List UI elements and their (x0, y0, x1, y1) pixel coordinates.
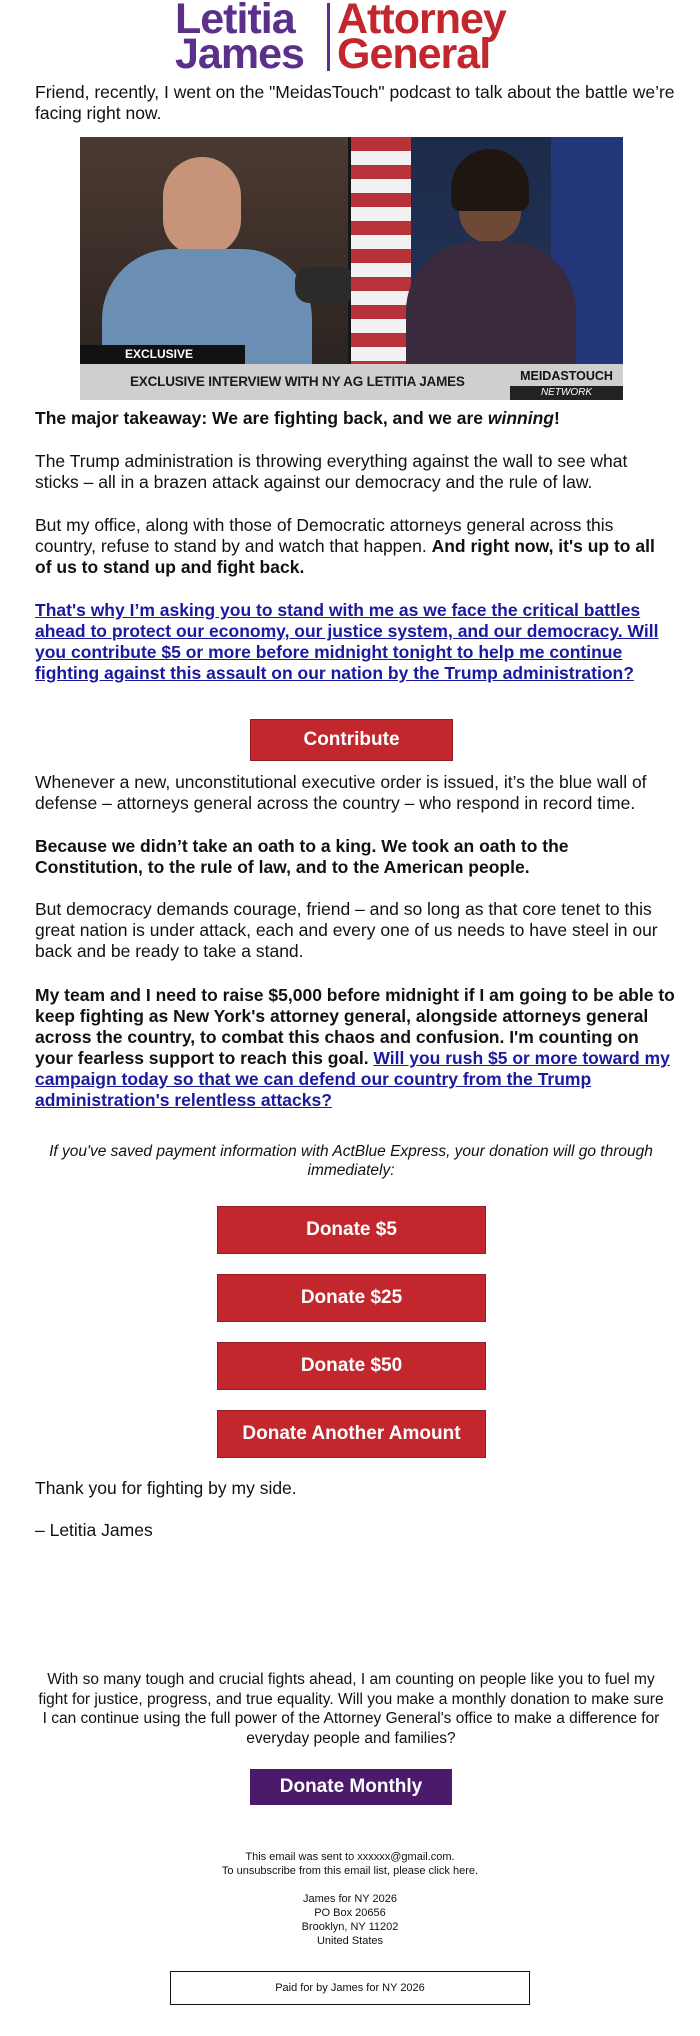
footer-unsubscribe[interactable]: To unsubscribe from this email list, please click here. (221, 1865, 479, 1877)
logo-title-line1: Attorney (337, 0, 506, 43)
guest-panel (351, 137, 623, 364)
courage-paragraph: But democracy demands courage, friend – and so long as that core tenet to this great nation is under attack, each and every one of us needs to have steel in our back and be ready to take a stand. (35, 899, 658, 961)
takeaway-text (35, 408, 675, 429)
donate-5-button[interactable]: Donate $5 (217, 1206, 486, 1254)
footer-address-line: United States (316, 1935, 384, 1947)
flag-stripes (351, 137, 411, 364)
video-thumbnail[interactable] (80, 137, 623, 400)
office-bold: And right now, it's up to all of us to stand up and fight back. (35, 536, 655, 577)
logo-divider (327, 3, 330, 71)
paid-for-text: Paid for by James for NY 2026 (275, 1982, 425, 1994)
wall-paragraph: Whenever a new, unconstitutional executive order is issued, it’s the blue wall of defense – attorneys general across the country – who respond in record time. (35, 772, 647, 813)
logo-title-line2: General (337, 30, 491, 78)
donate-50-button[interactable]: Donate $50 (217, 1342, 486, 1390)
network-sub: NETWORK (510, 386, 623, 400)
takeaway-suffix: ! (554, 408, 560, 428)
oath-paragraph: Because we didn’t take an oath to a king. We took an oath to the Constitution, to the rule of law, and to the American people. (35, 836, 569, 877)
host-head (163, 157, 241, 255)
raise-paragraph (35, 985, 675, 1111)
guest-hair (451, 149, 529, 211)
paid-for-box (170, 1971, 530, 2005)
office-text: But my office, along with those of Democratic attorneys general across this country, refuse to stand by and watch that happen. (35, 515, 614, 556)
logo-name-line1: Letitia (175, 0, 295, 43)
actblue-express-note: If you've saved payment information with ActBlue Express, your donation will go through immediately: (49, 1143, 653, 1179)
rush-donation-link[interactable]: Will you rush $5 or more toward my campaign today so that we can defend our country from the Trump administration's relentless attacks? (35, 1048, 670, 1110)
video-caption-bar (80, 364, 623, 400)
takeaway-emphasis: winning (487, 408, 554, 428)
takeaway-prefix: The major takeaway: We are fighting back, and we are (35, 408, 488, 428)
donate-monthly-button[interactable]: Donate Monthly (250, 1769, 452, 1805)
contribute-ask-link[interactable]: That's why I’m asking you to stand with me as we face the critical battles ahead to protect our economy, our justice system, and our democracy. Will you contribute $5 or more before midnight tonight to help me continue fighting against this assault on our nation by the Trump administration? (35, 600, 659, 683)
logo-name-line2: James (175, 30, 304, 78)
donate-25-button[interactable]: Donate $25 (217, 1274, 486, 1322)
raise-bold: My team and I need to raise $5,000 before midnight if I am going to be able to keep fighting as New York's attorney general, alongside attorneys general across the country, to combat this chaos and confusion. I'm counting on your fearless support to reach this goal. (35, 985, 675, 1068)
trump-paragraph: The Trump administration is throwing everything against the wall to see what sticks – all in a brazen attack against our democracy and the rule of law. (35, 451, 628, 492)
network-name: MEIDASTOUCH (520, 369, 613, 383)
exclusive-badge: EXCLUSIVE (80, 345, 245, 364)
microphone-icon (295, 267, 355, 303)
video-caption: EXCLUSIVE INTERVIEW WITH NY AG LETITIA JAMES (130, 374, 465, 389)
office-paragraph (35, 515, 675, 578)
donate-another-amount-button[interactable]: Donate Another Amount (217, 1410, 486, 1458)
guest-body (406, 241, 576, 364)
footer-address-line: James for NY 2026 (303, 1893, 397, 1905)
thanks-text: Thank you for fighting by my side. (35, 1478, 297, 1498)
contribute-button[interactable]: Contribute (250, 719, 453, 761)
ask-paragraph (35, 600, 675, 684)
logo (0, 0, 700, 78)
signature: – Letitia James (35, 1520, 153, 1540)
monthly-ask-text: With so many tough and crucial fights ahead, I am counting on people like you to fuel my fight for justice, progress, and true equality. Will you make a monthly donation to make sure I can continue using the full power of the Attorney General's office to make a difference for everyday people and families? (38, 1671, 664, 1747)
host-panel (80, 137, 348, 364)
footer-address-line: Brooklyn, NY 11202 (301, 1921, 399, 1933)
footer-sent-to: This email was sent to xxxxxx@gmail.com. (245, 1851, 455, 1863)
footer-address-line: PO Box 20656 (314, 1907, 386, 1919)
intro-text: Friend, recently, I went on the "MeidasTouch" podcast to talk about the battle we’re facing right now. (35, 82, 675, 123)
